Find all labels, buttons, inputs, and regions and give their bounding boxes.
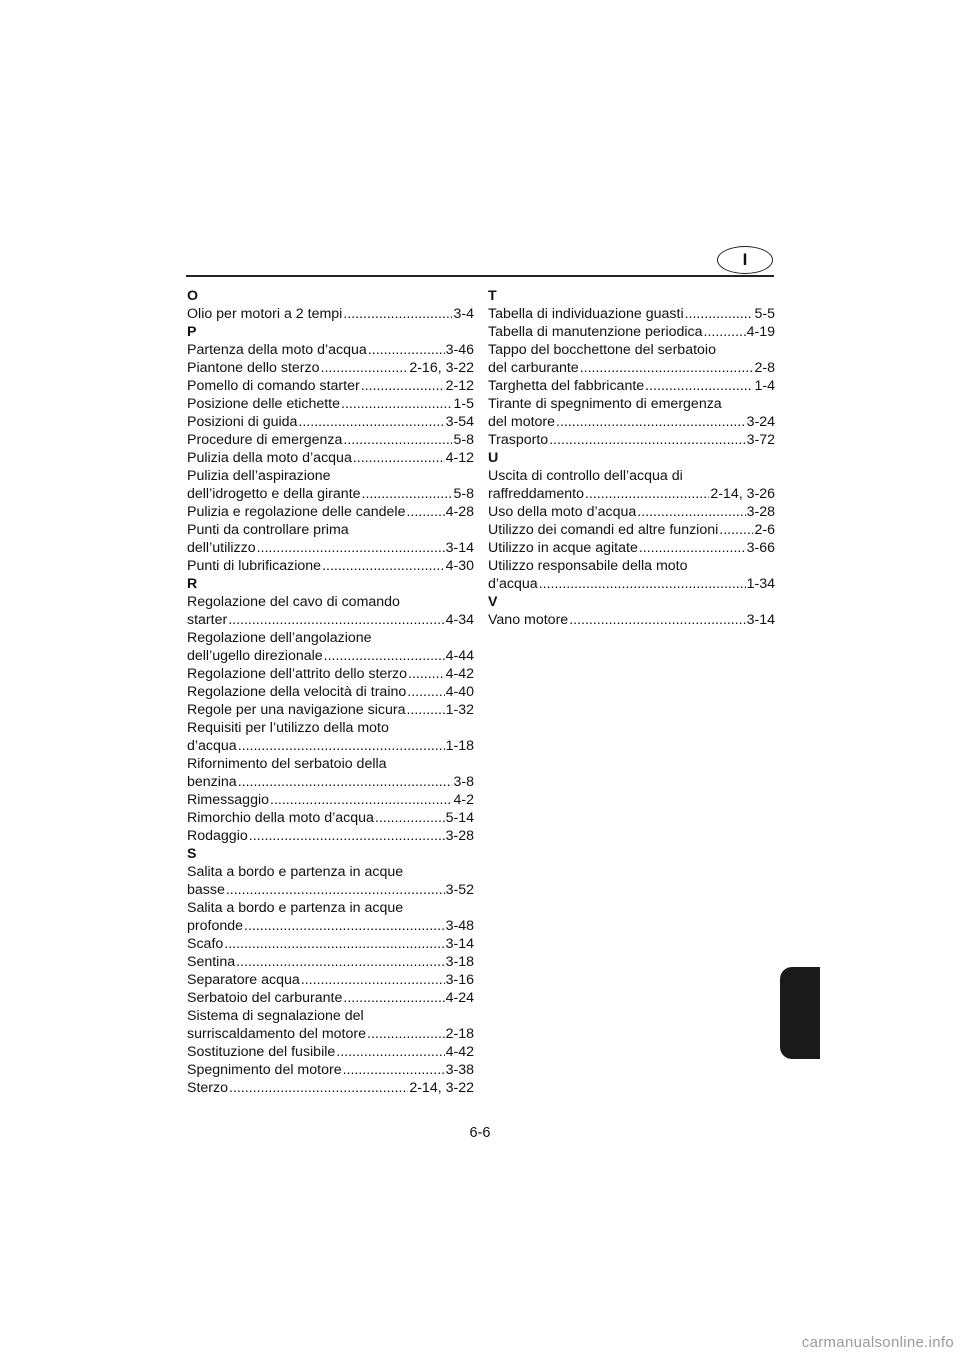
index-entry-page: 4-34	[445, 612, 474, 628]
index-entry	[187, 809, 474, 827]
index-entry	[187, 485, 474, 503]
index-entry	[187, 1061, 474, 1079]
index-entry-page: 3-66	[746, 540, 775, 556]
index-entry-text: dell’ugello direzionale	[187, 648, 323, 664]
index-entry	[187, 1025, 474, 1043]
index-entry-page: 4-40	[445, 684, 474, 700]
index-entry-line: Requisiti per l’utilizzo della moto	[187, 720, 389, 736]
index-entry-text: Trasporto	[488, 432, 549, 448]
index-entry-page: 1-18	[445, 738, 474, 754]
index-entry-page: 3-8	[453, 774, 474, 790]
index-entry-text: basse	[187, 882, 225, 898]
index-entry-text: Targhetta del fabbricante	[488, 378, 645, 394]
dot-leader	[322, 557, 445, 575]
index-entry-line: Salita a bordo e partenza in acque	[187, 900, 404, 916]
index-column-right	[488, 287, 775, 629]
index-entry	[187, 305, 474, 323]
index-entry-page: 3-52	[445, 882, 474, 898]
index-entry	[488, 485, 775, 503]
index-entry-page: 5-14	[445, 810, 474, 826]
index-letter-heading: T	[488, 288, 497, 304]
index-entry-page: 3-16	[445, 972, 474, 988]
index-entry-page: 2-14, 3-26	[710, 486, 775, 502]
index-entry	[488, 503, 775, 521]
dot-leader	[343, 305, 452, 323]
index-entry-page: 1-34	[746, 576, 775, 592]
index-entry-text: d’acqua	[187, 738, 237, 754]
index-entry	[187, 791, 474, 809]
index-entry-text: starter	[187, 612, 228, 628]
index-entry-text: Regole per una navigazione sicura	[187, 702, 406, 718]
index-letter-heading: O	[187, 288, 199, 304]
index-entry-text: Procedure di emergenza	[187, 432, 343, 448]
dot-leader	[257, 539, 445, 557]
index-entry	[187, 413, 474, 431]
dot-leader	[224, 935, 444, 953]
index-entry	[187, 683, 474, 701]
index-entry-line: Regolazione dell’angolazione	[187, 630, 372, 646]
index-entry-page: 3-14	[445, 540, 474, 556]
dot-leader	[367, 1025, 445, 1043]
dot-leader	[639, 539, 746, 557]
dot-leader	[336, 1043, 444, 1061]
dot-leader	[406, 503, 444, 521]
index-entry-page: 3-28	[746, 504, 775, 520]
index-entry-page: 4-30	[445, 558, 474, 574]
index-entry	[187, 665, 474, 683]
index-entry	[187, 701, 474, 719]
index-entry-line: Uscita di controllo dell’acqua di	[488, 468, 683, 484]
index-entry-page: 2-12	[445, 378, 474, 394]
index-entry-line: Rifornimento del serbatoio della	[187, 756, 387, 772]
chapter-tab	[780, 967, 820, 1059]
index-entry-line: Pulizia dell’aspirazione	[187, 468, 331, 484]
index-entry	[488, 305, 775, 323]
index-entry	[488, 323, 775, 341]
index-entry-page: 4-24	[445, 990, 474, 1006]
index-entry-page: 3-18	[445, 954, 474, 970]
dot-leader	[270, 791, 452, 809]
language-label: I	[742, 250, 748, 269]
dot-leader	[704, 323, 746, 341]
index-entry-text: Rimorchio della moto d’acqua	[187, 810, 374, 826]
index-entry	[187, 881, 474, 899]
index-entry-line: Utilizzo responsabile della moto	[488, 558, 688, 574]
dot-leader	[238, 773, 453, 791]
index-entry-text: Regolazione dell’attrito dello sterzo	[187, 666, 408, 682]
index-entry-line: Salita a bordo e partenza in acque	[187, 864, 404, 880]
dot-leader	[585, 485, 709, 503]
index-entry	[187, 935, 474, 953]
dot-leader	[637, 503, 745, 521]
dot-leader	[321, 359, 409, 377]
index-entry-text: Sterzo	[187, 1080, 229, 1096]
dot-leader	[324, 647, 445, 665]
index-entry-text: Separatore acqua	[187, 972, 300, 988]
index-entry	[187, 503, 474, 521]
dot-leader	[343, 1061, 445, 1079]
index-entry-text: benzina	[187, 774, 237, 790]
index-entry	[187, 773, 474, 791]
index-entry-text: Tabella di manutenzione periodica	[488, 324, 703, 340]
dot-leader	[685, 305, 754, 323]
dot-leader	[408, 665, 445, 683]
index-entry-text: Piantone dello sterzo	[187, 360, 320, 376]
index-entry	[187, 737, 474, 755]
index-entry-page: 1-32	[445, 702, 474, 718]
index-entry-page: 5-5	[754, 306, 775, 322]
index-entry	[187, 827, 474, 845]
index-entry-page: 3-4	[453, 306, 474, 322]
index-entry	[187, 377, 474, 395]
dot-leader	[353, 449, 445, 467]
index-entry	[187, 359, 474, 377]
dot-leader	[556, 413, 746, 431]
index-entry-page: 1-5	[453, 396, 474, 412]
index-entry-page: 4-19	[746, 324, 775, 340]
index-entry-page: 5-8	[453, 486, 474, 502]
index-entry-text: Regolazione della velocità di traino	[187, 684, 407, 700]
watermark: carmanualsonline.info	[801, 1334, 954, 1351]
index-entry-line: Tirante di spegnimento di emergenza	[488, 396, 722, 412]
dot-leader	[298, 413, 444, 431]
index-entry-page: 3-54	[445, 414, 474, 430]
index-entry-page: 4-44	[445, 648, 474, 664]
index-entry	[187, 611, 474, 629]
index-entry-page: 3-72	[746, 432, 775, 448]
index-entry-text: Spegnimento del motore	[187, 1062, 342, 1078]
dot-leader	[301, 971, 445, 989]
header-rule	[186, 275, 774, 277]
index-entry-page: 2-18	[445, 1026, 474, 1042]
index-entry-page: 4-28	[445, 504, 474, 520]
index-entry-text: Pulizia e regolazione delle candele	[187, 504, 406, 520]
dot-leader	[244, 917, 445, 935]
dot-leader	[249, 827, 445, 845]
index-entry	[187, 1079, 474, 1097]
index-entry-text: Pulizia della moto d’acqua	[187, 450, 352, 466]
index-entry-text: Scafo	[187, 936, 224, 952]
index-entry	[187, 395, 474, 413]
dot-leader	[539, 575, 746, 593]
index-letter-heading: V	[488, 594, 498, 610]
index-entry-page: 3-38	[445, 1062, 474, 1078]
index-entry	[187, 917, 474, 935]
index-entry	[187, 647, 474, 665]
index-entry-text: Partenza della moto d’acqua	[187, 342, 367, 358]
index-entry-text: Punti di lubrificazione	[187, 558, 322, 574]
index-entry-text: Olio per motori a 2 tempi	[187, 306, 343, 322]
index-column-left	[187, 287, 474, 1097]
index-entry-text: Sostituzione del fusibile	[187, 1044, 336, 1060]
dot-leader	[375, 809, 445, 827]
dot-leader	[238, 737, 445, 755]
index-entry-page: 1-4	[754, 378, 775, 394]
index-entry-text: Posizioni di guida	[187, 414, 298, 430]
index-entry	[187, 989, 474, 1007]
index-entry-page: 2-14, 3-22	[409, 1080, 474, 1096]
index-entry-text: Pomello di comando starter	[187, 378, 360, 394]
dot-leader	[580, 359, 754, 377]
index-entry-text: Tabella di individuazione guasti	[488, 306, 684, 322]
index-entry-page: 2-16, 3-22	[409, 360, 474, 376]
index-letter-heading: U	[488, 450, 499, 466]
dot-leader	[361, 377, 445, 395]
index-entry-text: d’acqua	[488, 576, 538, 592]
index-entry	[187, 557, 474, 575]
index-entry	[488, 413, 775, 431]
index-entry	[187, 971, 474, 989]
index-entry-text: Rodaggio	[187, 828, 248, 844]
dot-leader	[549, 431, 745, 449]
index-entry-text: dell’idrogetto e della girante	[187, 486, 361, 502]
dot-leader	[236, 953, 444, 971]
index-letter-heading: R	[187, 576, 198, 592]
index-entry	[187, 1043, 474, 1061]
index-entry-text: Utilizzo dei comandi ed altre funzioni	[488, 522, 719, 538]
dot-leader	[362, 485, 453, 503]
dot-leader	[226, 881, 445, 899]
index-entry-page: 4-42	[445, 1044, 474, 1060]
index-entry-page: 3-14	[746, 612, 775, 628]
index-entry-text: del motore	[488, 414, 556, 430]
index-entry-page: 4-12	[445, 450, 474, 466]
dot-leader	[719, 521, 753, 539]
index-entry-text: surriscaldamento del motore	[187, 1026, 366, 1042]
page-number: 6-6	[469, 1125, 491, 1141]
index-entry-text: Utilizzo in acque agitate	[488, 540, 638, 556]
dot-leader	[368, 341, 445, 359]
index-entry	[488, 575, 775, 593]
dot-leader	[229, 1079, 408, 1097]
index-entry-page: 3-48	[445, 918, 474, 934]
index-entry	[488, 377, 775, 395]
index-entry	[488, 539, 775, 557]
index-entry-text: Uso della moto d’acqua	[488, 504, 637, 520]
index-entry-text: Posizione delle etichette	[187, 396, 341, 412]
index-entry	[187, 431, 474, 449]
index-entry-text: del carburante	[488, 360, 579, 376]
index-entry-line: Tappo del bocchettone del serbatoio	[488, 342, 716, 358]
index-entry-text: dell’utilizzo	[187, 540, 256, 556]
index-entry	[187, 539, 474, 557]
index-entry-text: profonde	[187, 918, 244, 934]
dot-leader	[341, 395, 452, 413]
index-letter-heading: S	[187, 846, 197, 862]
language-badge	[717, 246, 773, 274]
index-entry-line: Sistema di segnalazione del	[187, 1008, 364, 1024]
dot-leader	[343, 431, 452, 449]
index-entry	[187, 449, 474, 467]
index-entry	[488, 431, 775, 449]
index-letter-heading: P	[187, 324, 197, 340]
index-entry-page: 3-28	[445, 828, 474, 844]
index-entry-page: 3-46	[445, 342, 474, 358]
dot-leader	[406, 701, 444, 719]
index-entry-page: 2-6	[754, 522, 775, 538]
dot-leader	[569, 611, 745, 629]
index-entry-line: Regolazione del cavo di comando	[187, 594, 400, 610]
index-entry-line: Punti da controllare prima	[187, 522, 349, 538]
index-entry-text: Rimessaggio	[187, 792, 270, 808]
index-entry-page: 4-2	[453, 792, 474, 808]
index-entry-page: 4-42	[445, 666, 474, 682]
dot-leader	[343, 989, 444, 1007]
index-entry-page: 3-24	[746, 414, 775, 430]
index-entry	[488, 611, 775, 629]
index-entry	[488, 521, 775, 539]
index-entry-text: raffreddamento	[488, 486, 584, 502]
dot-leader	[407, 683, 444, 701]
index-entry-text: Serbatoio del carburante	[187, 990, 343, 1006]
dot-leader	[228, 611, 444, 629]
index-entry-page: 5-8	[453, 432, 474, 448]
index-entry	[187, 953, 474, 971]
index-entry-text: Vano motore	[488, 612, 569, 628]
index-entry-text: Sentina	[187, 954, 236, 970]
index-entry-page: 2-8	[754, 360, 775, 376]
index-entry	[187, 341, 474, 359]
index-entry	[488, 359, 775, 377]
index-entry-page: 3-14	[445, 936, 474, 952]
dot-leader	[645, 377, 753, 395]
